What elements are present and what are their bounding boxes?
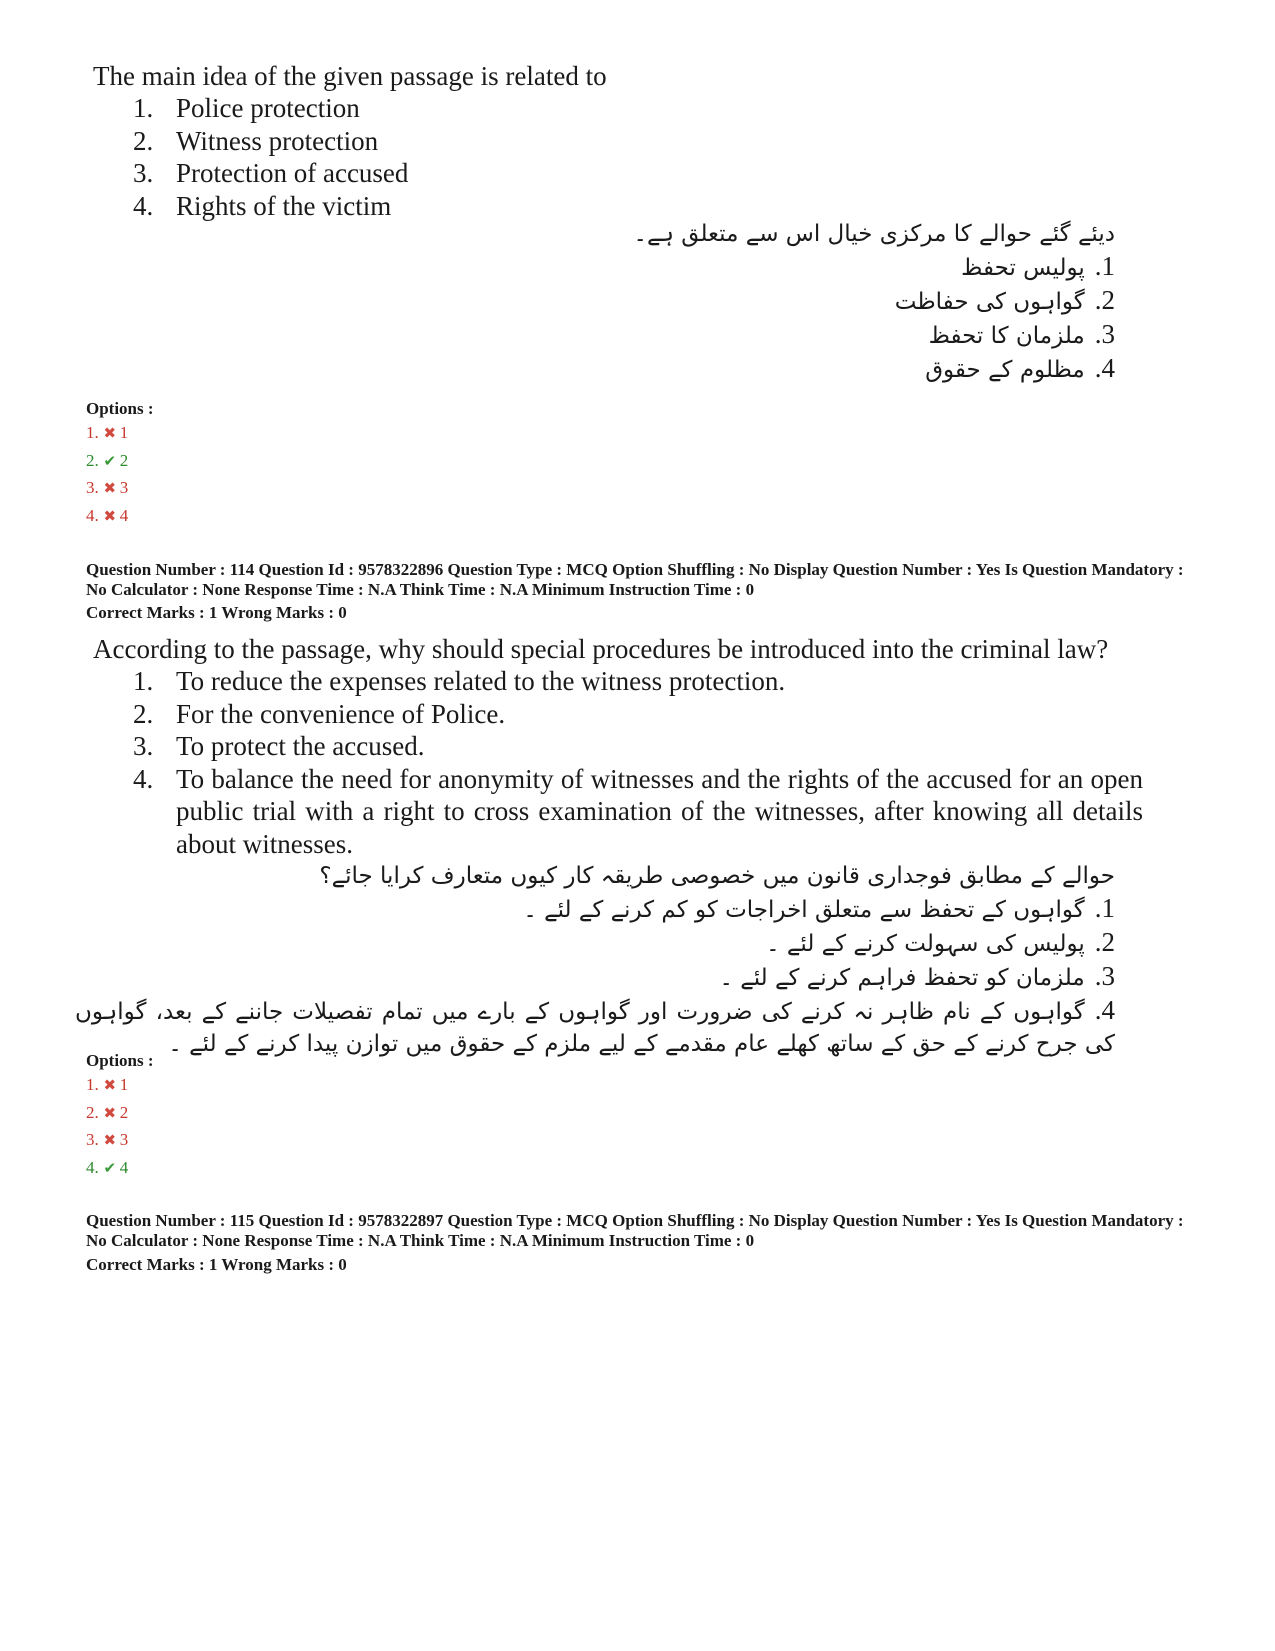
option-value: 1	[119, 1075, 129, 1094]
option-item[interactable]	[86, 420, 154, 448]
english-choice-list	[133, 665, 1143, 860]
choice-text: To balance the need for anonymity of witnesses and the rights of the accused for an open public trial with a right to cross examination of the witnesses, after knowing all details about witnesses.	[176, 763, 1143, 859]
options-title: Options :	[86, 399, 154, 418]
question-marks: Correct Marks : 1 Wrong Marks : 0	[86, 1255, 347, 1274]
option-number: 2.	[86, 1102, 99, 1122]
choice-text: To protect the accused.	[176, 731, 425, 761]
english-choice	[133, 730, 1143, 763]
option-number: 1.	[86, 1075, 99, 1094]
urdu-choice	[515, 250, 1115, 284]
english-choice	[133, 125, 633, 158]
choice-text: For the convenience of Police.	[176, 698, 506, 729]
choice-text: ملزمان کو تحفظ فراہم کرنے کے لئے ۔	[719, 965, 1085, 991]
question-metadata: Question Number : 115 Question Id : 9578322897 Question Type : MCQ Option Shuffling : No Display Question Number : Yes Is Question Mandatory : No Calculator : None Response Time : N.A Think Time : N.A Minimum Instruction Time : 0	[86, 1211, 1184, 1250]
question-metadata: Question Number : 114 Question Id : 9578322896 Question Type : MCQ Option Shuffling : No Display Question Number : Yes Is Question Mandatory : No Calculator : None Response Time : N.A Think Time : N.A Minimum Instruction Time : 0	[86, 560, 1184, 599]
option-number: 4.	[86, 1158, 99, 1178]
option-number: 3.	[86, 478, 99, 498]
choice-number: 2.	[133, 125, 154, 156]
choice-number: 3.	[133, 731, 154, 761]
choice-number: 2.	[1094, 285, 1115, 315]
choice-text: Rights of the victim	[176, 190, 392, 221]
option-item[interactable]	[86, 503, 154, 531]
cross-icon: ✖	[103, 1133, 117, 1150]
english-choice	[133, 763, 1143, 861]
choice-number: 1.	[133, 93, 154, 123]
choice-text: Protection of accused	[176, 158, 409, 188]
cross-icon: ✖	[103, 426, 117, 442]
option-value: 3	[119, 478, 129, 498]
urdu-choice	[515, 318, 1115, 352]
cross-icon: ✖	[103, 1078, 117, 1094]
question-stem-english: According to the passage, why should special procedures be introduced into the criminal law?	[93, 634, 1109, 664]
english-choice	[133, 157, 633, 190]
option-value: 1	[119, 423, 129, 442]
option-item[interactable]	[86, 1127, 154, 1155]
question-stem-urdu: دیئے گئے حوالے کا مرکزی خیال اس سے متعلق ہے۔	[633, 221, 1115, 247]
urdu-choice	[75, 926, 1115, 960]
options-section	[86, 1050, 154, 1183]
choice-number: 4.	[133, 190, 154, 221]
option-value: 4	[119, 506, 129, 526]
option-number: 1.	[86, 423, 99, 442]
option-number: 3.	[86, 1130, 99, 1150]
cross-icon: ✖	[103, 509, 117, 526]
options-list	[86, 420, 154, 531]
options-title: Options :	[86, 1051, 154, 1070]
option-item[interactable]	[86, 448, 154, 476]
option-value: 4	[119, 1158, 129, 1178]
urdu-choice	[515, 352, 1115, 386]
option-item[interactable]	[86, 1072, 154, 1100]
option-value: 2	[119, 1102, 129, 1122]
choice-number: 1.	[1094, 251, 1115, 281]
cross-icon: ✖	[103, 481, 117, 498]
question-stem-urdu: حوالے کے مطابق فوجداری قانون میں خصوصی طریقہ کار کیوں متعارف کرایا جائے؟	[319, 863, 1115, 889]
urdu-question-block	[515, 218, 1115, 386]
choice-number: 2.	[133, 698, 154, 729]
english-choice	[133, 698, 1143, 731]
option-value: 3	[119, 1130, 129, 1150]
check-icon: ✔	[103, 453, 117, 470]
choice-number: 4.	[1094, 353, 1115, 383]
choice-number: 3.	[1094, 961, 1115, 991]
cross-icon: ✖	[103, 1105, 117, 1122]
choice-text: Police protection	[176, 93, 360, 123]
choice-text: To reduce the expenses related to the witness protection.	[176, 666, 786, 696]
choice-text: Witness protection	[176, 125, 379, 156]
choice-text: گواہوں کے نام ظاہر نہ کرنے کی ضرورت اور گواہوں کے بارے میں تمام تفصیلات جاننے کے بعد، گواہوں کی جرح کرنے کے حق کے ساتھ کھلے عام مقدمے کے لیے ملزم کے حقوق میں توازن پیدا کرنے کے لئے ۔	[75, 999, 1115, 1057]
options-section	[86, 398, 154, 531]
choice-number: 4.	[133, 763, 154, 794]
choice-text: گواہوں کی حفاظت	[894, 289, 1085, 315]
check-icon: ✔	[103, 1161, 117, 1178]
option-number: 4.	[86, 506, 99, 526]
urdu-choice	[75, 994, 1115, 1060]
english-choice-list	[133, 92, 633, 222]
option-item[interactable]	[86, 1100, 154, 1128]
urdu-question-block	[75, 860, 1115, 1060]
english-choice	[133, 92, 633, 125]
choice-number: 2.	[1094, 927, 1115, 957]
choice-number: 3.	[1094, 319, 1115, 349]
option-value: 2	[119, 450, 129, 470]
choice-text: پولیس تحفظ	[961, 255, 1085, 281]
choice-number: 1.	[1094, 893, 1115, 923]
option-item[interactable]	[86, 1155, 154, 1183]
choice-number: 4.	[1094, 995, 1115, 1025]
question-stem-english: The main idea of the given passage is related to	[93, 61, 607, 91]
urdu-choice	[75, 960, 1115, 994]
choice-text: گواہوں کے تحفظ سے متعلق اخراجات کو کم کرنے کے لئے ۔	[523, 897, 1085, 923]
options-list	[86, 1072, 154, 1183]
choice-number: 3.	[133, 158, 154, 188]
choice-text: پولیس کی سہولت کرنے کے لئے ۔	[766, 931, 1085, 957]
urdu-choice	[515, 284, 1115, 318]
urdu-choice	[75, 892, 1115, 926]
choice-text: ملزمان کا تحفظ	[928, 323, 1085, 349]
option-item[interactable]	[86, 475, 154, 503]
question-marks: Correct Marks : 1 Wrong Marks : 0	[86, 603, 347, 622]
choice-text: مظلوم کے حقوق	[925, 357, 1085, 383]
english-choice	[133, 665, 1143, 698]
choice-number: 1.	[133, 666, 154, 696]
option-number: 2.	[86, 450, 99, 470]
